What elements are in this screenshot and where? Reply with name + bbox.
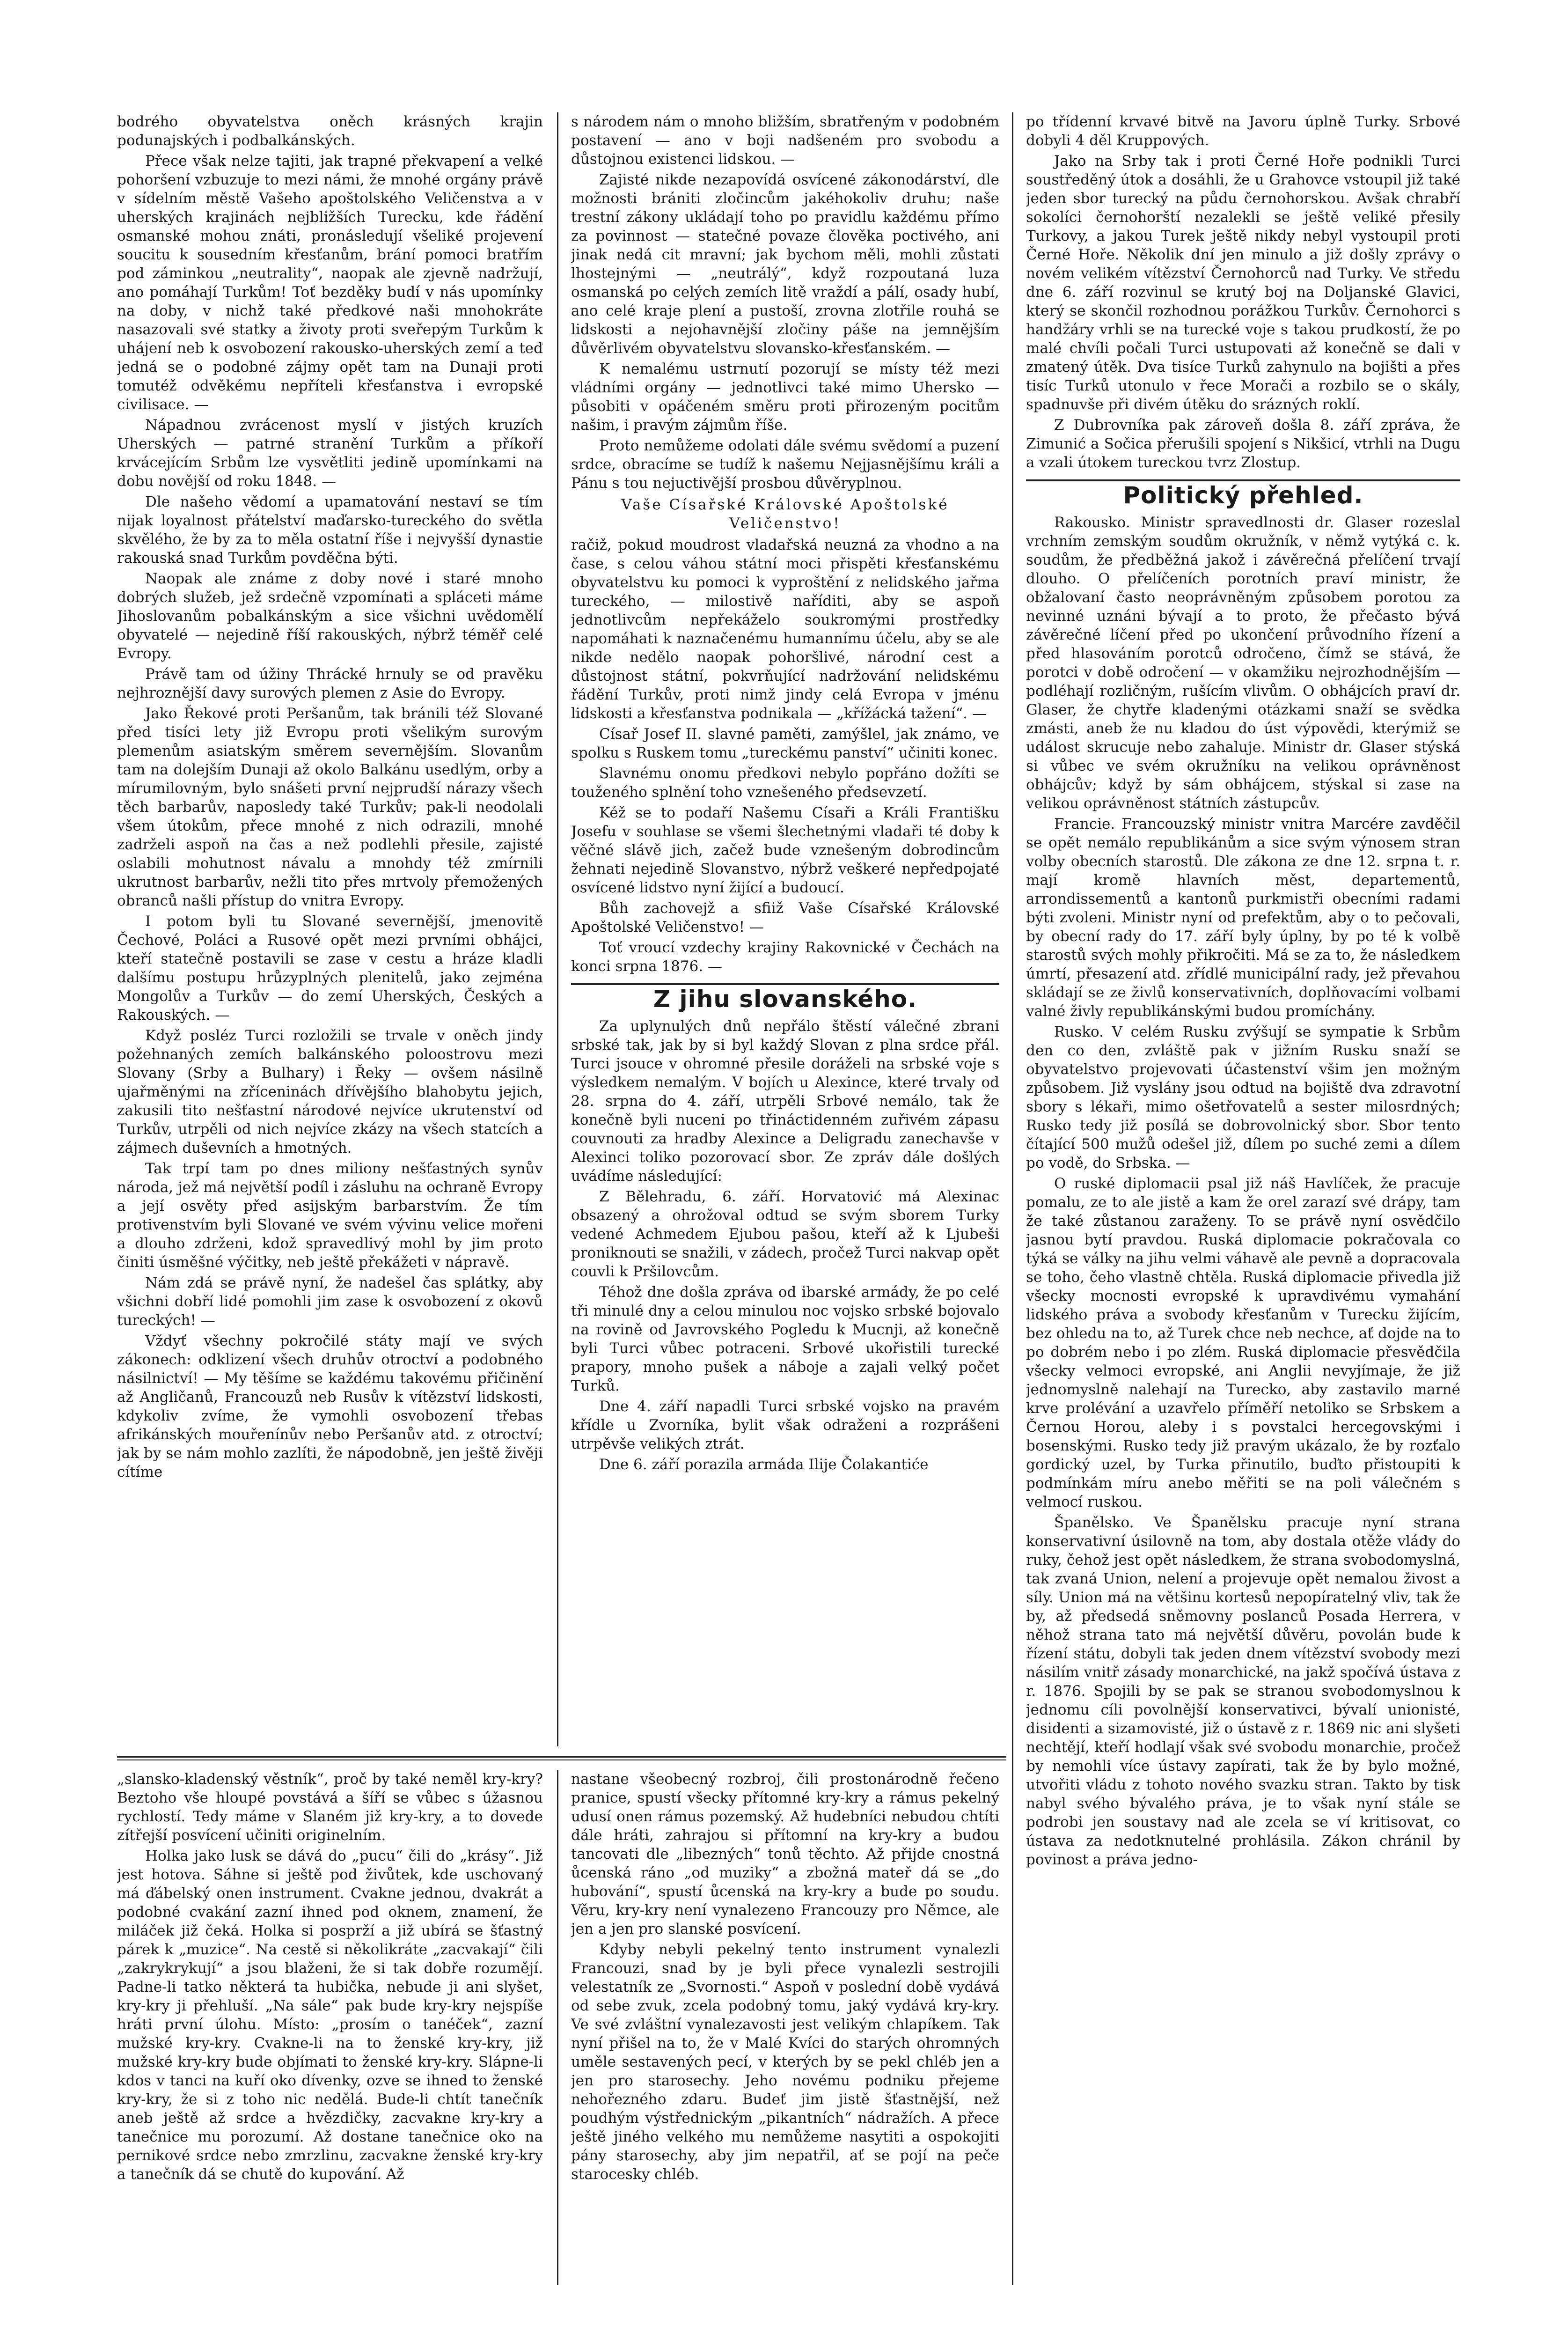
paragraph: Rusko. V celém Rusku zvýšují se sympatie k Srbům den co den, zvláště pak v jižním Rusku snaží se obyvatelstvo projevovati účastenství všim jen možným způsobem. Již vyslány jsou odtud na bojiště dva zdravotní sbory s lékaři, mimo ošetřovatelů a sester milosrdných; Rusko tedy již posílá se dobrovolnický sbor. Sbor tento čítající 500 mužů odešel již, dílem po suché zemi a dílem po vodě, do Srbska. — — [1026, 1023, 1460, 1171]
paragraph: Francie. Francouzský ministr vnitra Marcére zavděčil se opět nemálo republikánům a sice svým výnosem stran volby obecních starostů. Dle zákona ze dne 12. srpna t. r. mají kromě hlavních měst, departementů, arrondissementů a kantonů purkmistři obecními radami býti zvoleni. Ministr nyní od prefektům, aby o to pečovali, by obecní rady do 17. září byly úplny, by po té k volbě starostů svých mohly přikročiti. Má se za to, že následkem úmrtí, přesazení atd. zřídlé municipální rady, jež převahou skládají se ze živlů konservativních, doplňovacími volbami valné živly republikánskými budou promíchány. — [1026, 816, 1460, 1020]
top-column-2 — [571, 112, 999, 1746]
paragraph: K nemalému ustrnutí pozorují se místy též mezi vládními orgány — jednotlivci také mimo Uhersko — působiti v opáčeném směru proti přirozeným pocitům našim, i pravým zájmům říše. — [571, 361, 999, 434]
paragraph: Španělsko. Ve Španělsku pracuje nyní strana konservativní úsilovně na tom, aby dostala otěže vlády do ruky, čehož jest opět následkem, že strana svobodomyslná, tak zvaná Union, nelení a projevuje opět nemalou živost a síly. Union má na většinu kortesů nepopíratelný vliv, tak že by, až předsedá sněmovny poslanců Posada Herrera, v něhož strana tato má největší důvěru, povolán bude k řízení státu, dobyli tak jeden dnem vítězství svobody mezi násilím vnitř zásady monarchické, na jakž spočívá ústava z r. 1876. Spojili by se pak se stranou svobodomyslnou k jednomu cíli povolnější konservativci, bývalí unionisté, disidenti a sizamovisté, již o ústavě z r. 1869 nic ani slyšeti nechtějí, kteří hodlají však své svobodu monarchie, pročež by nemohli více ústavy zapírati, tak že by bylo možné, utvořiti vládu z tohoto nového svazku stran. Takto by tisk nabyl svého bývalého práva, je to však nyní stále se podrobi jen soustavy nad ale zcela se ví kritisovat, co ústava za nedotknutelné prohlásila. Zákon chránil by povinost a práva jedno- — [1026, 1514, 1460, 1868]
paragraph: „slansko-kladenský věstník“, proč by také neměl kry-kry? Beztoho vše hloupé povstává a šíří se vůbec s úžasnou rychlostí. Tedy máme v Slaném již kry-kry, a to dovede zítřejší posvícení učiniti originelním. — [117, 1771, 543, 1844]
top-column-1 — [117, 112, 543, 1746]
top-column-3 — [1026, 112, 1460, 2285]
paragraph: Tak trpí tam po dnes miliony nešťastných synův národa, jež má největší podíl i zásluhu na ochraně Evropy a její osvěty před asijským barbarstvím. Že tím protivenstvím byli Slované ve svém vývinu velice mořeni a dlouho zdrženi, kdož spravedlivý mohl by jim proto činiti úsměšné výčitky, neb ještě překážeti v nápravě. — [117, 1160, 543, 1271]
paragraph: Dne 4. září napadli Turci srbské vojsko na pravém křídle u Zvorníka, bylit však odraženi a rozprášeni utrpěvše velikých ztrát. — [571, 1398, 999, 1452]
paragraph: Slavnému onomu předkovi nebylo popřáno dožíti se touženého splnění toho vznešeného předsevzetí. — [571, 765, 999, 801]
column-divider — [557, 1770, 558, 2285]
paragraph: Jako na Srby tak i proti Černé Hoře podnikli Turci soustředěný útok a dosáhli, že u Grahovce vstoupil již také jeden sbor turecký na půdu černohorskou. Avšak chrabří sokolíci černohorští nezalekli se ještě veliké přesily Turkovy, a jakou Turek ještě nikdy nebyl vystoupil proti Černé Hoře. Několik dní jen minulo a již došly zprávy o novém velikém vítězství Černohorců nad Turky. Ve středu dne 6. září rozvinul se krutý boj na Doljanské Glavici, který se skončil rozhodnou porážkou Turkův. Černohorci s handžáry vrhli se na turecké voje s takou prudkostí, že po malé chvíli počali Turci ustupovati až konečně se dali v zmatený útěk. Dva tisíce Turků zahynulo na bojišti a přes tisíc Turků utonulo v řece Morači a rozbilo se o skály, spadnuvše při divém útěku do srázných roklí. — [1026, 153, 1460, 413]
feuilleton-divider — [117, 1756, 1006, 1760]
paragraph: I potom byli tu Slované severnější, jmenovitě Čechové, Poláci a Rusové opět mezi prvními obhájci, kteří statečně postavili se zase v cestu a hráze kladli dalšímu postupu hrůzyplných plenitelů, jako zejména Mongolův a Turkův — do zemí Uherských, Českých a Rakouských. — — [117, 913, 543, 1023]
column-divider — [1012, 112, 1013, 2285]
paragraph: Toť vroucí vzdechy krajiny Rakovnické v Čechách na konci srpna 1876. — — [571, 939, 999, 975]
paragraph: s národem nám o mnoho bližším, sbratřeným v podobném postavení — ano v boji nadšeném pro svobodu a důstojnou existenci lidskou. — — [571, 113, 999, 168]
paragraph: bodrého obyvatelstva oněch krásných krajin podunajských i podbalkánských. — [117, 113, 543, 149]
paragraph: Přece však nelze tajiti, jak trapné překvapení a velké pohoršení vzbuzuje to mezi námi, že mnohé orgány právě v sídelním městě Vašeho apoštolského Veličenstva a v uherských krajinách nejbližších Turecku, kde řádění osmanské mohou znáti, pronásledují všeliké projevení soucitu k sousedním křesťanům, brání pomoci bratřím pod záminkou „neutrality“, naopak ale zjevně nadržují, ano pomáhají Turkům! Toť bezděky budí v nás upomínky na doby, v nichž také předkové naši mnohokráte nasazovali své statky a životy proti sveřepým Turkům k uhájení neb k osvobození rakousko-uherských zemí a teď jedná se o podobné zájmy opět tam na Dunaji proti tomutéž odvěkému nepříteli křesťanstva i evropské civilisace. — — [117, 153, 543, 413]
paragraph: po třídenní krvavé bitvě na Javoru úplně Turky. Srbové dobyli 4 děl Kruppových. — [1026, 113, 1460, 149]
bottom-column-1 — [117, 1770, 543, 2285]
bottom-column-2 — [571, 1770, 999, 2285]
paragraph: Dle našeho vědomí a upamatování nestaví se tím nijak loyalnost přátelství maďarsko-tureckého do světla skvělého, že by za to měla ostatní říše i nejvyšší dynastie rakouská snad Turkům povděčna býti. — [117, 493, 543, 567]
paragraph: Kéž se to podaří Našemu Císaři a Králi Františku Josefu v souhlase se všemi šlechetnými vladaři té doby k věčné slávě jich, začež bude vznešeným dobrodincům žehnati nejedině Slovanstvo, nýbrž veškeré nepředpojaté osvícené lidstvo nyní žijící a budoucí. — [571, 804, 999, 896]
paragraph: Kdyby nebyli pekelný tento instrument vynalezli Francouzi, snad by je byli přece vynalezli sestrojili velestatník ze „Svornosti.“ Aspoň v poslední době vydává od sebe zvuk, zcela podobný tomu, jaký vydává kry-kry. Ve své zvláštní vynalezavosti jest velikým chlapíkem. Tak nyní přišel na to, že v Malé Kvíci do starých ohromných uměle sestavených pecí, v kterých by se pekl chléb jen a jen pro starosechy. Jeho novému podniku přejeme nehořezného zdaru. Budeť jim jistě šťastnější, než poudhým výstřednickým „pikantních“ nádražích. A přece ještě jiného velkého mu nemůžeme nasytiti a ospokojiti pány starosechy, aby jim nepatřil, ať se pojí na peče starocesky chléb. — [571, 1941, 999, 2183]
section-rule — [1026, 479, 1460, 481]
paragraph: Císař Josef II. slavné paměti, zamýšlel, jak známo, ve spolku s Ruskem tomu „tureckému panství“ učiniti konec. — [571, 726, 999, 761]
section-title: Politický přehled. — [1123, 482, 1363, 509]
paragraph: Právě tam od úžiny Thrácké hrnuly se od pravěku nejhroznější davy surových plemen z Asie do Evropy. — [117, 666, 543, 701]
paragraph: nastane všeobecný rozbroj, čili prostonárodně řečeno pranice, spustí všecky přítomné kry-kry a rámus pekelný udusí onen rámus pozemský. Až hudebníci nebudou chtíti dále hráti, zahrajou si přítomní na kry-kry a budou tancovati dle „libezných“ tonů těchto. Až přijde cnostná ůcenská ráno „od muziky“ a zbožná mateř dá se „do hubování“, spustí ůcenská na kry-kry a bude po soudu. Věru, kry-kry není vynalezeno Francouzy pro Němce, ale jen a jen pro slanské posvícení. — [571, 1771, 999, 1937]
paragraph: Nápadnou zvrácenost myslí v jistých kruzích Uherských — patrné stranění Turkům a příkoří krvácejícím Srbům lze vysvětliti jedině upomínkami na dobu novější od roku 1848. — — [117, 417, 543, 490]
paragraph: Bůh zachovejž a sfiiž Vaše Císařské Královské Apoštolské Veličenstvo! — — [571, 900, 999, 935]
paragraph: Nám zdá se právě nyní, že nadešel čas splátky, aby všichni dobří lidé pomohli jim zase k osvobození z okovů tureckých! — — [117, 1274, 543, 1329]
paragraph: Jako Řekové proti Peršanům, tak bránili též Slované před tisíci lety již Evropu proti všelikým surovým plemenům asiatským směrem severnějším. Slovanům tam na dolejším Dunaji až okolo Balkánu usedlým, orby a mírumilovným, bylo snášeti první nejprudší nárazy všech těch barbarův, naposledy také Turkův; pak-li neodolali všem útokům, přece mnohé z nich odrazili, mnohé zadrželi aspoň na čas a než podlehli přesile, zajisté oslabili mohutnost návalu a mnohdy též zmírnili ukrutnost barbarův, nežli tito přes mrtvoly přemožených obranců našli přístup do vnitra Evropy. — [117, 705, 543, 909]
paragraph: Holka jako lusk se dává do „pucu“ čili do „krásy“. Již jest hotova. Sáhne si ještě pod živůtek, kde uschovaný má ďábelský onen instrument. Cvakne jednou, dvakrát a podobné cvakání zazní ihned pod oknem, znamení, že miláček již čeká. Holka si posprží a již ubírá se šťastný párek k „muzice“. Na cestě si několikráte „zacvakají“ čili „zakrykrykují“ a jsou blaženi, že si tak dobře rozumějí. Padne-li tatko některá ta hubička, nebude ji ani slyšet, kry-kry ji přehluší. „Na sále“ pak bude kry-kry nejspíše hráti první úlohu. Místo: „prosím o tanéček“, zazní mužské kry-kry. Cvakne-li na to ženské kry-kry, již mužské kry-kry bude objímati to ženské kry-kry. Slápne-li kdos v tanci na kuří oko dívenky, ozve se ihned to ženské kry-kry, že si z toho nic nedělá. Bude-li chtít tanečník aneb ještě až srdce a hvězdičky, zacvakne kry-kry a tanečnice mu porozumí. Až dostane tanečnice oko na pernikové srdce nebo zmrzlinu, zacvakne ženské kry-kry a tanečník dá se chutě do kupování. Až — [117, 1848, 543, 2183]
paragraph: račiž, pokud moudrost vladařská neuzná za vhodno a na čase, s celou váhou státní moci přispěti křesťanskému obyvatelstvu ku pomoci k vyproštění z nelidského jařma tureckého, — milostivě naříditi, aby se aspoň jednotlivcům nepřekáželo soukromými prostředky napomáhati k naznačenému humannímu účelu, aby se ale nikde nedělo naopak pohoršlivé, národní cest a důstojnost státní, pokvrňující nadržování nelidskému řádění Turkův, proti nimž jindy celá Evropa v jménu lidskosti a křesťanstva podnikala — „křížácká tažení“. — — [571, 537, 999, 722]
paragraph: Z Dubrovníka pak zároveň došla 8. září zpráva, že Zimunić a Sočica přerušili spojení s Nikšicí, vtrhli na Dugu a vzali útokem tureckou tvrz Zlostup. — [1026, 417, 1460, 471]
address-line: Vaše Císařské Královské Apoštolské Veličenstvo! — [621, 496, 949, 532]
section-title: Z jihu slovanského. — [653, 986, 917, 1013]
paragraph: Dne 6. září porazila armáda Ilije Čolakantiće — [599, 1456, 929, 1473]
paragraph: O ruské diplomacii psal již náš Havlíček, že pracuje pomalu, ze to ale jistě a kam že orel zarazí své drápy, tam že také zůstanou zaraženy. To se právě nyní osvědčilo jasnou bytí pravdou. Ruská diplomacie pokračovala co týká se války na jihu velmi váhavě ale pevně a dopracovala se toho, čeho vlastně chtěla. Ruská diplomacie přivedla již všecky mocnosti evropské k upravdivému vymahání lidského práva a svobody křesťanům v Turecku žijícím, bez ohledu na to, až Turek chce neb nechce, ať dojde na to po dobrém nebo i po zlém. Ruská diplomacie přesvědčila všecky velmoci evropské, ani Anglii nevyjímaje, že již jednomyslně nalehají na Turecko, aby zastavilo marné krve prolévání a uzavřelo příměří netoliko se Srbskem a Černou Horou, aleby i s povstalci hercegovskými i bosenskými. Rusko tedy již pravým ukázalo, že by rozťalo gordický uzel, by Turka přinutilo, buďto přistoupiti k podmínkám míru anebo měřiti se na poli válečném s velmocí ruskou. — [1026, 1175, 1460, 1510]
paragraph: Proto nemůžeme odolati dále svému svědomí a puzení srdce, obracíme se tudíž k našemu Nejjasnějšímu králi a Pánu s tou nejuctivější prosbou důvěryplnou. — [571, 437, 999, 492]
paragraph: Téhož dne došla zpráva od ibarské armády, že po celé tři minulé dny a celou minulou noc vojsko srbské bojovalo na rovině od Javrovského Pogledu k Mucnji, až konečně byli Turci vůbec potraceni. Srbové ukořistili turecké prapory, mnoho pušek a náboje a zajali velký počet Turků. — [571, 1284, 999, 1394]
paragraph: Naopak ale známe z doby nové i staré mnoho dobrých služeb, jež srdečně vzpomínati a spláceti máme Jihoslovanům pobalkánským a sice všichni uvědomělí obyvatelé — nejedině říší rakouských, nýbrž téměř celé Evropy. — [117, 570, 543, 662]
section-rule — [571, 983, 999, 985]
paragraph: Zajisté nikde nezapovídá osvícené zákonodárství, dle možnosti brániti zločincům jakéhokoliv druhu; naše trestní zákony ukládají toho po pravidlu každému přímo za povinnost — statečné povaze člověka poctivého, ani jinak nedá cit mravní; jak bychom měli, mohli zůstati lhostejnými — „neutrálý“, když rozpoutaná luza osmanská po celých zemích litě vraždí a pálí, osady hubí, ano celé kraje plení a pustoší, zrovna zlotřile rouhá se lidskosti a nejohavnější zločiny páše na jemnějším důvěrlivém obyvatelstvu slovansko-křesťanském. — — [571, 171, 999, 357]
paragraph: Vždyť všechny pokročilé státy mají ve svých zákonech: odklizení všech druhův otroctví a podobného násilnictví! — My těšíme se každému takovému přičinění až Angličanů, Francouzů neb Rusův k vítězství lidskosti, kdykoliv zvíme, že vymohli osvobození třebas afrikánských mouřenínův nebo Peršanův atd. z otroctví; jak by se nám mohlo zazlíti, že nápodobně, jen ještě živěji cítíme — [117, 1332, 543, 1480]
newspaper-page — [117, 112, 1460, 2285]
column-divider — [557, 112, 558, 1746]
paragraph: Za uplynulých dnů nepřálo štěstí válečné zbrani srbské tak, jak by si byl každý Slovan z plna srdce přál. Turci jsouce v ohromné přesile doráželi na srbské voje s výsledkem nemalým. V bojích u Alexince, které trvaly od 28. srpna do 4. září, utrpěli Srbové nemálo, tak že konečně byli nuceni po třináctidenném zuřivém zápasu couvnouti za hradby Alexince a Deligradu zanechavše v Alexinci toliko pozorovací sbor. Ze zpráv dále došlých uvádíme následující: — [571, 1018, 999, 1185]
paragraph: Když posléz Turci rozložili se trvale v oněch jindy požehnaných zemích balkánského poloostrovu mezi Slovany (Srby a Bulhary) i Řeky — ovšem násilně ujařměnými na zříceninách dřívějšího blahobytu jejich, zakusili tito nešťastní národové nejvíce ukrutenství od Turkův, utrpěli od nich nejvíce zkázy na všech statcích a zájmech duševních a hmotných. — [117, 1027, 543, 1156]
paragraph: Z Bělehradu, 6. září. Horvatović má Alexinac obsazený a ohrožoval odtud se svým sborem Turky vedené Achmedem Ejubou pašou, kteří až k Ljubeši proniknouti se snažili, v zádech, pročež Turci nakvap opět couvli k Pršilovcům. — [571, 1188, 999, 1280]
paragraph: Rakousko. Ministr spravedlnosti dr. Glaser rozeslal vrchním zemským soudům okružník, v němž vytýká c. k. soudům, že předběžná jakož i závěrečná přelíčení trvají dlouho. O přelíčeních porotních praví ministr, že obžalovaní často neoprávněným způsobem porotou za nevinné uznáni bývají a to proto, že přečasto bývá závěrečné líčení před po ukončení průvodního řízení a před hlasováním porotců odročeno, čímž se stává, že porotci v době odročení — v okamžiku nejrozhodnějším — podléhají rozličným, rušícím vlivům. O obhájcích praví dr. Glaser, že chytře kladenými otázkami snaží se svědka zmásti, aneb že nu kladou do úst výpovědi, kterýmiž se událost skrucuje nebo zahaluje. Ministr dr. Glaser stýská si vůbec ve svém okružníku na velikou oprávněnost obhájcův; když by sám obhájcem, stýskal si zase na velikou oprávněnost státních zástupcův. — [1026, 514, 1460, 812]
